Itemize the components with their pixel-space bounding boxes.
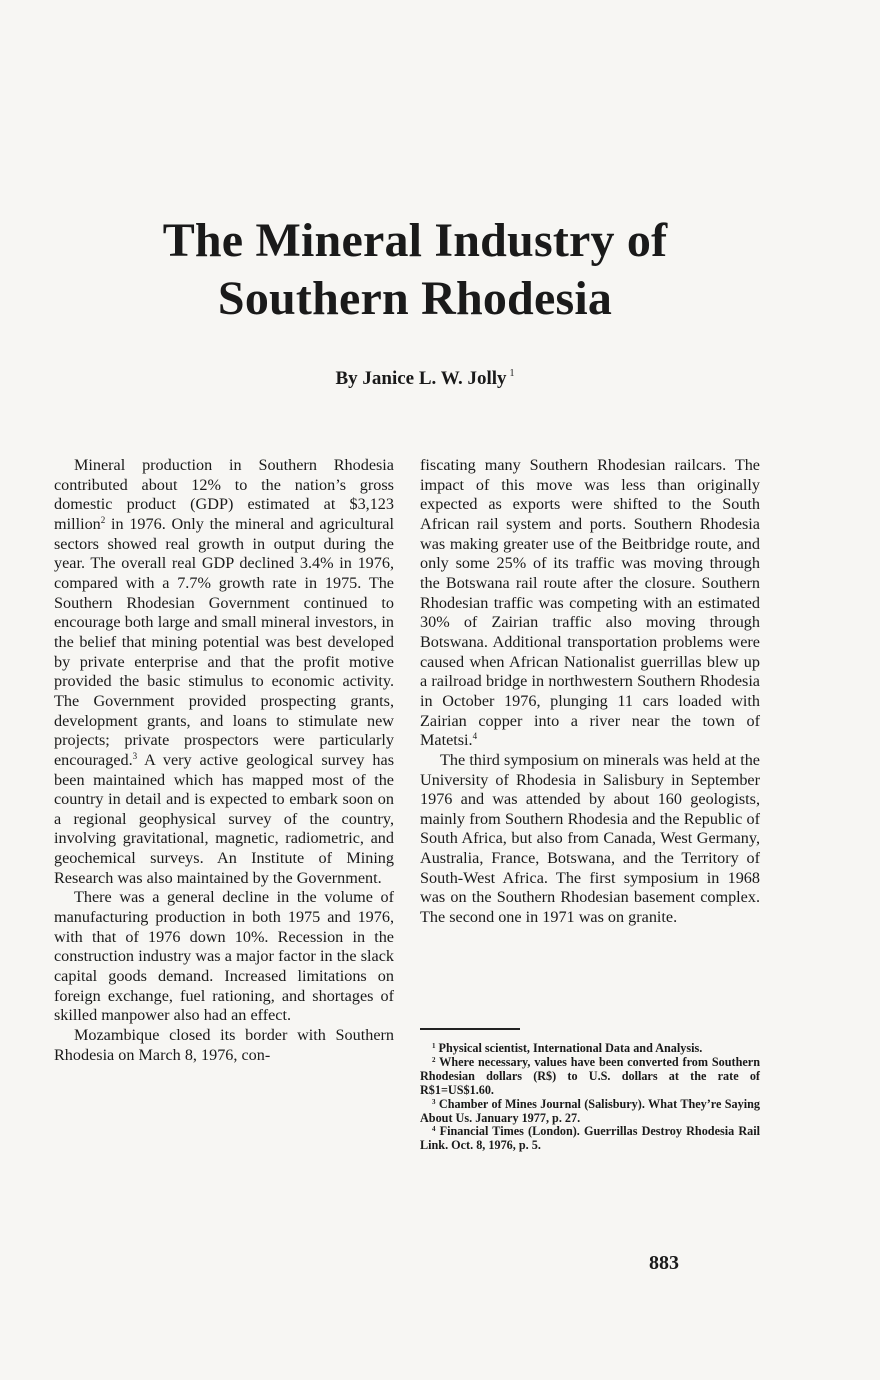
footnote-text: Where necessary, values have been converted from Southern Rhodesian dollars (R$) to U.S. dollars at the rate of R$1=US$1.60.	[420, 1054, 760, 1097]
body-text: fiscating many Southern Rhodesian railcars. The impact of this move was less than originally expected as exports were shifted to the South African rail system and ports. Southern Rhodesia was making greater use of the Beitbridge route, and only some 25% of its traffic was moving through the Botswana rail route after the closure. Southern Rhodesian traffic was competing with an estimated 30% of Zairian traffic also moving through Botswana. Additional transportation problems were caused when African Nationalist guerrillas blew up a railroad bridge in northwestern Southern Rhodesia in October 1976, plunging 11 cars loaded with Zairian copper into a river near the town of Matetsi.	[420, 456, 760, 750]
footnote	[420, 1125, 760, 1153]
footnote-number: 1	[432, 1042, 436, 1050]
body-paragraph: Mozambique closed its border with Southern Rhodesia on March 8, 1976, con-	[54, 1026, 394, 1064]
page-number: 883	[649, 1252, 679, 1274]
footnote-marker: 3	[132, 750, 138, 761]
footnote-divider	[420, 1028, 520, 1030]
article-title-line-1: The Mineral Industry of	[162, 214, 668, 267]
body-text: Mineral production in Southern Rhodesia contributed about 12% to the nation’s gross domestic product (GDP) estimated at $3,123 million	[54, 456, 394, 533]
author-byline	[0, 368, 850, 390]
footnotes	[420, 1042, 760, 1153]
body-text: A very active geological survey has been maintained which has mapped most of the country in detail and is expected to embark soon on a regional geophysical survey of the country, involving gravitational, magnetic, radiometric, and geochemical surveys. An Institute of Mining Research was also maintained by the Government.	[54, 750, 394, 887]
article-title	[0, 212, 830, 328]
body-paragraph	[54, 456, 394, 888]
footnote-marker: 2	[100, 514, 106, 525]
footnote-text: Chamber of Mines Journal (Salisbury). What They’re Saying About Us. January 1977, p. 27.	[420, 1096, 760, 1125]
body-paragraph	[420, 456, 760, 751]
left-column	[54, 456, 394, 1065]
footnote-text: Financial Times (London). Guerrillas Destroy Rhodesia Rail Link. Oct. 8, 1976, p. 5.	[420, 1124, 761, 1153]
footnote-marker: 4	[472, 731, 478, 742]
author-name: By Janice L. W. Jolly	[335, 368, 507, 389]
article-title-line-2: Southern Rhodesia	[217, 272, 613, 325]
footnote-number: 2	[432, 1055, 436, 1064]
footnote	[420, 1098, 760, 1126]
body-paragraph: The third symposium on minerals was held at the University of Rhodesia in Salisbury in September 1976 and was attended by about 160 geologists, mainly from Southern Rhodesia and the Republic of South Africa, but also from Canada, West Germany, Australia, France, Botswana, and the Territory of South-West Africa. The first symposium in 1968 was on the Southern Rhodesian basement complex. The second one in 1971 was on granite.	[420, 750, 760, 927]
footnote	[420, 1042, 760, 1056]
right-column	[420, 456, 760, 928]
body-paragraph: There was a general decline in the volume of manufacturing production in both 1975 and 1976, with that of 1976 down 10%. Recession in the construction industry was a major factor in the slack capital goods demand. Increased limitations on foreign exchange, fuel rationing, and shortages of skilled manpower also had an effect.	[54, 888, 394, 1025]
body-text: in 1976. Only the mineral and agricultural sectors showed real growth in output during the year. The overall real GDP declined 3.4% in 1976, compared with a 7.7% growth rate in 1975. The Southern Rhodesian Government continued to encourage both large and small mineral investors, in the belief that mining potential was best developed by private enterprise and that the profit motive provided the basic stimulus to economic activity. The Government provided prospecting grants, development grants, and loans to stimulate new projects; private prospectors were particularly encouraged.	[54, 514, 394, 769]
footnote-number: 3	[432, 1097, 436, 1106]
footnote-number: 4	[432, 1125, 436, 1134]
footnote-marker: 1	[509, 368, 515, 379]
footnote-text: Physical scientist, International Data and Analysis.	[438, 1041, 703, 1055]
footnote	[420, 1056, 760, 1098]
